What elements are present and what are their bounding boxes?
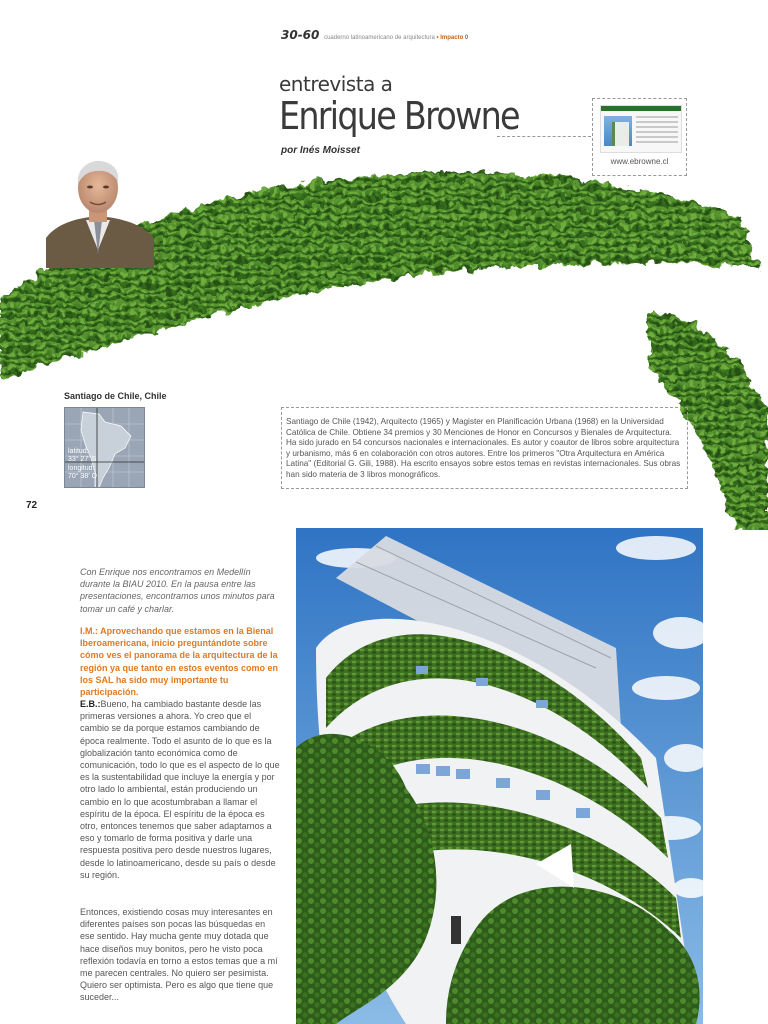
- publication-name: cuaderno latinoamericano de arquitectura: [324, 35, 435, 41]
- longitude-label: longitud:: [68, 465, 95, 472]
- architect-bio: Santiago de Chile (1942), Arquitecto (1965) y Magister en Planificación Urbana (1968) en la Universidad Católica de Chile. Obtiene 34 premios y 30 Menciones de Honor en Concursos y Bienales de Arquitectura. Ha sido jurado en 54 concursos nacionales e internacionales. Es autor y coautor de libros sobre arquitectura y urbanismo, más 6 en colaboración con otros autores. Entre los primeros "Otra Arquitectura en América Latina" (Editorial G. Gili, 1988). Ha escrito ensayos sobre estos temas en revistas internacionales. Sus obras han sido materia de 3 libros monográficos.: [281, 407, 688, 489]
- article-title: Enrique Browne: [279, 94, 519, 138]
- page-number: 72: [26, 500, 38, 511]
- article-kicker: entrevista a: [279, 72, 393, 96]
- location-title: Santiago de Chile, Chile: [64, 391, 167, 401]
- interview-answer-continued: Entonces, existiendo cosas muy interesantes en diferentes países son pocas las búsquedas en ese sentido. Hay mucha gente muy dotada que hace diseños muy bonitos, pero he visto poca reflexión todavía en torno a estos temas que a mí me parecen centrales. No quiero ser pesimista. Quiero ser optimista. Pero es algo que tiene que suceder...: [80, 907, 278, 1003]
- interview-answer: [80, 698, 280, 881]
- latitude-value: 33° 27' S: [68, 456, 97, 463]
- location-map: [64, 407, 145, 488]
- article-byline: por Inés Moisset: [281, 145, 360, 156]
- website-link[interactable]: www.ebrowne.cl: [610, 157, 669, 166]
- interview-question: I.M.: Aprovechando que estamos en la Bienal Iberoamericana, inicio preguntándote sobre cómo ves el panorama de la arquitectura de la región ya que tanto en estos eventos como en los SAL ha sido muy importante tu participación.: [80, 626, 279, 698]
- interview-intro: Con Enrique nos encontramos en Medellín durante la BIAU 2010. En la pausa entre las presentaciones, encontramos unos minutos para tomar un café y charlar.: [80, 567, 275, 614]
- building-photo: [296, 528, 703, 1024]
- issue-label: • Impacto 0: [436, 35, 469, 41]
- answer-text-1: Bueno, ha cambiado bastante desde las primeras versiones a ahora. Yo creo que el cambio se da porque estamos cambiando de época realmente. Todo el asunto de lo que es la globalización tanto económica como de comunicación, todo lo que es el aspecto de lo que es la sustentabilidad que incluye la energía y por otro lado lo ambiental, están produciendo un cambio en lo que acostumbraban a llamar el espíritu de la época. El espíritu de la época es otro, entonces tenemos que saber adaptarnos a eso y tomarlo de forma positiva y darle una respuesta positiva pero desde nuestros lugares, desde lo latinoamericano, desde su país o desde su región.: [80, 699, 280, 880]
- architect-portrait: [46, 158, 154, 268]
- longitude-value: 70° 38' O: [68, 473, 98, 480]
- magazine-header: [281, 28, 468, 42]
- website-thumbnail: [600, 105, 682, 153]
- title-divider: [497, 136, 591, 137]
- answer-speaker: E.B.:: [80, 699, 101, 709]
- latitude-label: latitud:: [68, 448, 89, 455]
- magazine-logo: 30-60: [281, 28, 320, 42]
